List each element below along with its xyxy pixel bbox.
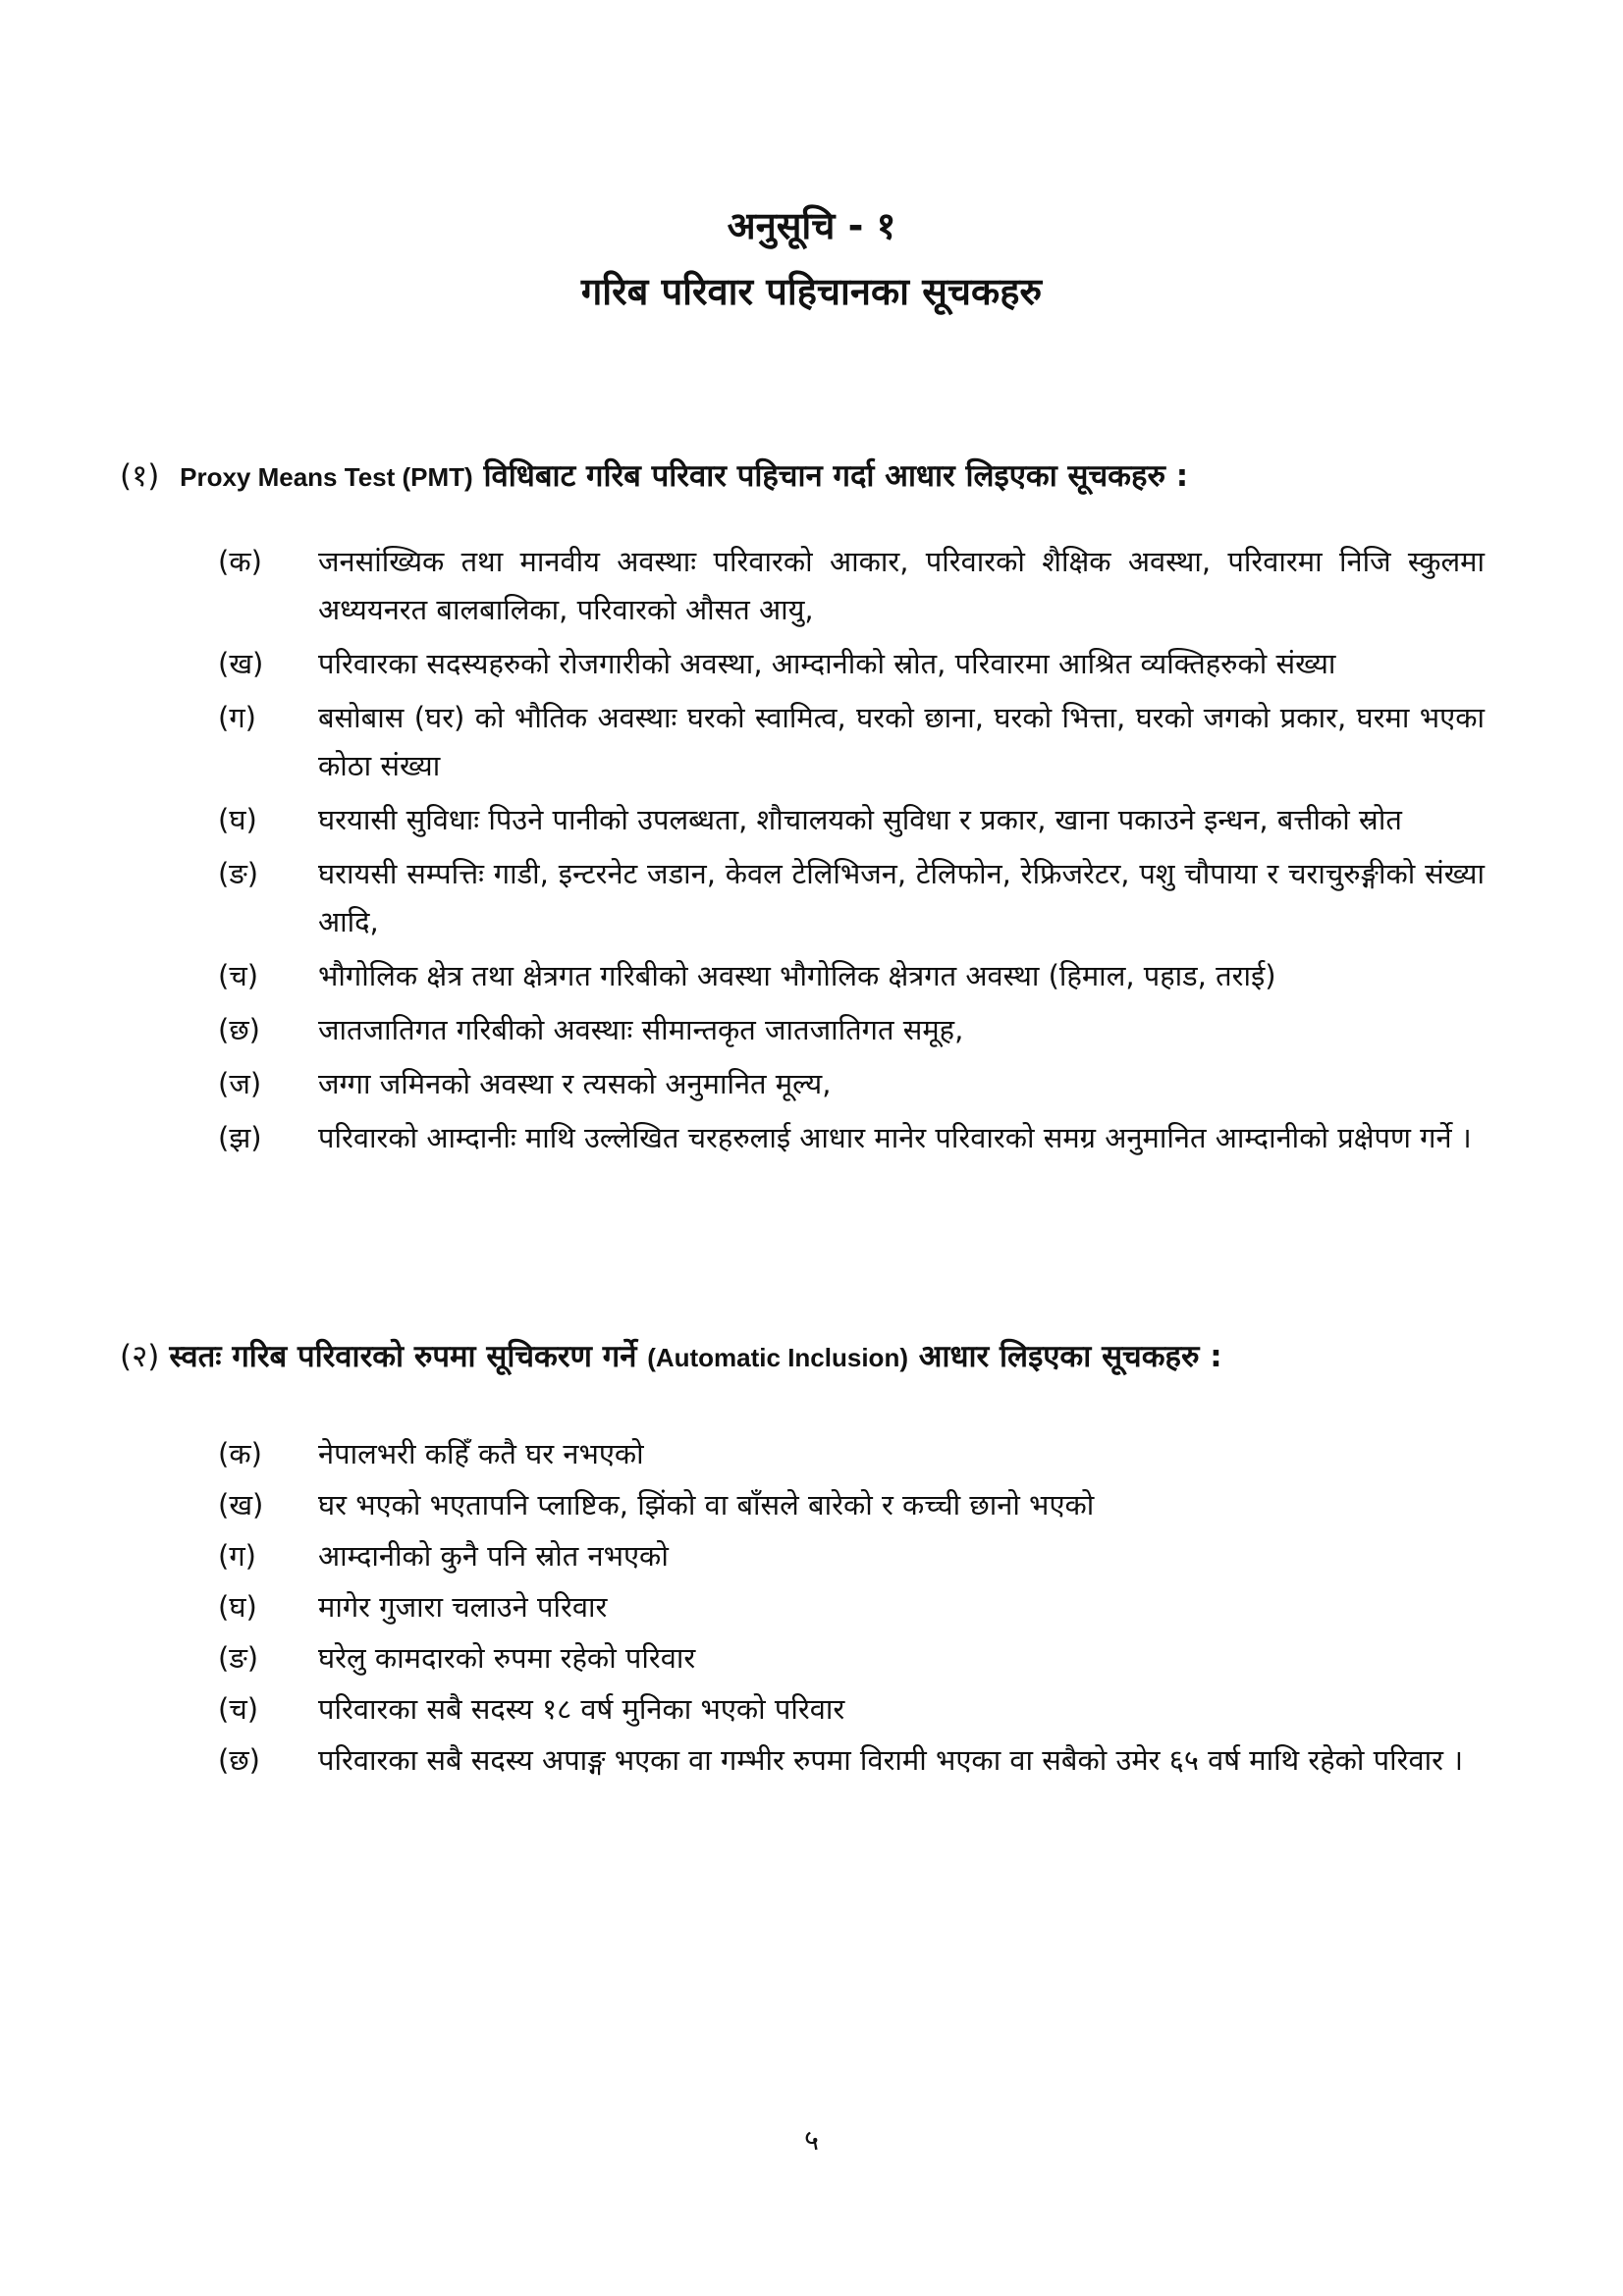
list-item-text: आम्दानीको कुनै पनि स्रोत नभएको: [318, 1539, 669, 1573]
section-heading-latin: (Automatic Inclusion): [647, 1343, 908, 1372]
list-item: [218, 952, 1485, 1000]
list-item: [218, 1114, 1485, 1162]
page-subtitle: गरिब परिवार पहिचानका सूचकहरु: [580, 270, 1043, 313]
list-item: [218, 1479, 1485, 1530]
section-number: (१): [120, 458, 160, 494]
list-item-text: मागेर गुजारा चलाउने परिवार: [318, 1590, 608, 1624]
section-heading-pmt: [120, 456, 1514, 497]
page-number: ५: [803, 2123, 820, 2157]
list-item: [218, 1428, 1485, 1479]
list-item: [218, 1632, 1485, 1683]
list-item-text: परिवारका सबै सदस्य अपाङ्ग भएका वा गम्भीर रुपमा विरामी भएका वा सबैको उमेर ६५ वर्ष माथि रहेको परिवार ।: [318, 1743, 1464, 1777]
section-heading-text-after: आधार लिइएका सूचकहरु :: [907, 1339, 1222, 1374]
list-item-marker: (छ): [218, 1013, 260, 1046]
list-item-marker: (ग): [218, 701, 256, 734]
list-item-marker: (ख): [218, 647, 264, 680]
list-item-text: भौगोलिक क्षेत्र तथा क्षेत्रगत गरिबीको अवस्था भौगोलिक क्षेत्रगत अवस्था (हिमाल, पहाड, तराई): [318, 959, 1276, 992]
list-item-marker: (घ): [218, 1590, 257, 1624]
list-item-marker: (च): [218, 959, 259, 992]
list-item-text: परिवारका सबै सदस्य १८ वर्ष मुनिका भएको परिवार: [318, 1692, 845, 1726]
list-item-marker: (ग): [218, 1539, 256, 1573]
list-item-text: जातजातिगत गरिबीको अवस्थाः सीमान्तकृत जातजातिगत समूह,: [318, 1013, 964, 1046]
list-item-text: घर भएको भएतापनि प्लाष्टिक, झिंको वा बाँसले बारेको र कच्ची छानो भएको: [318, 1488, 1095, 1522]
pmt-indicator-list: [218, 538, 1485, 1168]
list-item: [218, 1060, 1485, 1108]
page-title: अनुसूचि - १: [727, 204, 896, 247]
section-number: (२): [120, 1339, 160, 1374]
list-item-text: परिवारको आम्दानीः माथि उल्लेखित चरहरुलाई आधार मानेर परिवारको समग्र अनुमानित आम्दानीको प्रक्षेपण गर्ने ।: [318, 1121, 1472, 1154]
list-item-text: घरेलु कामदारको रुपमा रहेको परिवार: [318, 1641, 696, 1675]
list-item-text: बसोबास (घर) को भौतिक अवस्थाः घरको स्वामित्व, घरको छाना, घरको भित्ता, घरको जगको प्रकार, घरमा भएका कोठा संख्या: [318, 701, 1485, 782]
section-heading-latin: Proxy Means Test (PMT): [180, 462, 473, 492]
list-item: [218, 1683, 1485, 1735]
list-item: [218, 1530, 1485, 1581]
list-item: [218, 694, 1485, 790]
list-item: [218, 1006, 1485, 1054]
list-item-marker: (घ): [218, 803, 257, 836]
list-item-text: घरायसी सम्पत्तिः गाडी, इन्टरनेट जडान, केवल टेलिभिजन, टेलिफोन, रेफ्रिजरेटर, पशु चौपाया र चराचुरुङ्गीको संख्या आदि,: [318, 857, 1485, 938]
list-item-text: जनसांख्यिक तथा मानवीय अवस्थाः परिवारको आकार, परिवारको शैक्षिक अवस्था, परिवारमा निजि स्कुलमा अध्ययनरत बालबालिका, परिवारको औसत आयु,: [318, 545, 1485, 626]
list-item: [218, 1581, 1485, 1632]
list-item-marker: (ख): [218, 1488, 264, 1522]
list-item: [218, 850, 1485, 946]
list-item-marker: (झ): [218, 1121, 262, 1154]
list-item-marker: (ज): [218, 1067, 262, 1100]
list-item: [218, 640, 1485, 688]
automatic-inclusion-list: [218, 1428, 1485, 1786]
list-item-marker: (ङ): [218, 857, 259, 890]
list-item-marker: (क): [218, 545, 262, 578]
list-item-text: नेपालभरी कहिँ कतै घर नभएको: [318, 1437, 644, 1470]
list-item-marker: (क): [218, 1437, 262, 1470]
list-item-marker: (च): [218, 1692, 259, 1726]
list-item-marker: (छ): [218, 1743, 260, 1777]
list-item-text: जग्गा जमिनको अवस्था र त्यसको अनुमानित मूल्य,: [318, 1067, 832, 1100]
list-item-text: परिवारका सदस्यहरुको रोजगारीको अवस्था, आम्दानीको स्रोत, परिवारमा आश्रित व्यक्तिहरुको संख्या: [318, 647, 1336, 680]
section-heading-text-before: स्वतः गरिब परिवारको रुपमा सूचिकरण गर्ने: [169, 1339, 648, 1374]
list-item: [218, 796, 1485, 844]
list-item: [218, 538, 1485, 634]
list-item: [218, 1735, 1485, 1786]
section-heading-automatic-inclusion: [120, 1337, 1514, 1377]
section-heading-text: विधिबाट गरिब परिवार पहिचान गर्दा आधार लिइएका सूचकहरु :: [472, 458, 1189, 494]
list-item-text: घरयासी सुविधाः पिउने पानीको उपलब्धता, शौचालयको सुविधा र प्रकार, खाना पकाउने इन्धन, बत्तीको स्रोत: [318, 803, 1402, 836]
list-item-marker: (ङ): [218, 1641, 259, 1675]
